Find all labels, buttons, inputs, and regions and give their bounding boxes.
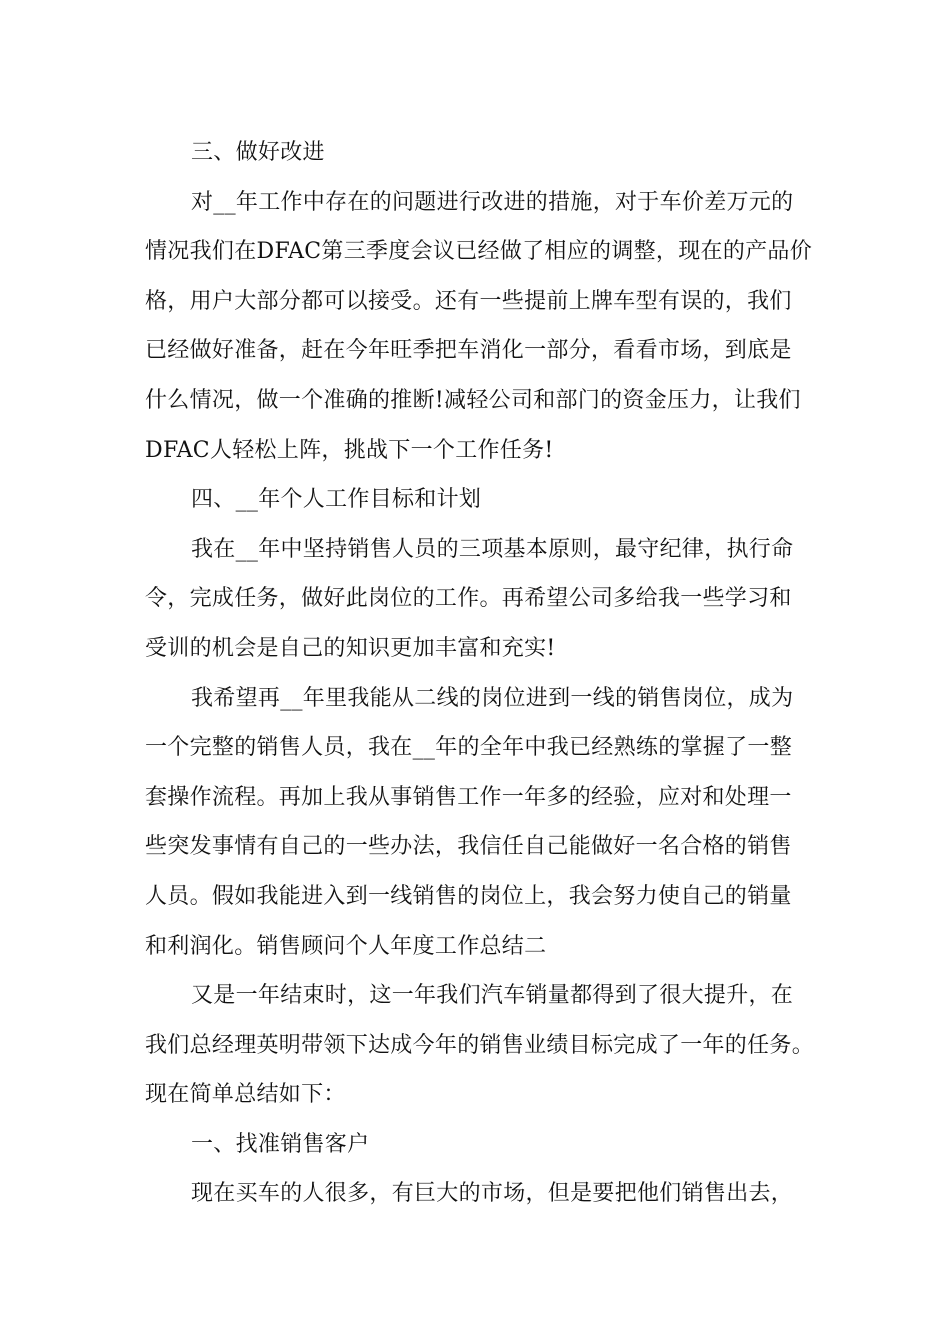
text-line: 受训的机会是自己的知识更加丰富和充实!: [145, 635, 556, 661]
text-line: 我们总经理英明带领下达成今年的销售业绩目标完成了一年的任务。: [145, 1032, 815, 1058]
text-line: 什么情况，做一个准确的推断!减轻公司和部门的资金压力，让我们: [145, 387, 801, 413]
text-line: 已经做好准备，赶在今年旺季把车消化一部分，看看市场，到底是: [145, 338, 792, 364]
text-line: 套操作流程。再加上我从事销售工作一年多的经验，应对和处理一: [145, 784, 792, 810]
text-line: 现在简单总结如下：: [145, 1082, 346, 1108]
text-line: 令，完成任务，做好此岗位的工作。再希望公司多给我一些学习和: [145, 586, 792, 612]
text-line: DFAC人轻松上阵，挑战下一个工作任务!: [145, 437, 554, 463]
paragraph-start-line: 一、找准销售客户: [191, 1131, 370, 1157]
text-line: 些突发事情有自己的一些办法，我信任自己能做好一名合格的销售: [145, 834, 792, 860]
paragraph-start-line: 我希望再__年里我能从二线的岗位进到一线的销售岗位，成为: [191, 685, 794, 711]
paragraph-start-line: 又是一年结束时，这一年我们汽车销量都得到了很大提升，在: [191, 983, 794, 1009]
paragraph-start-line: 对__年工作中存在的问题进行改进的措施，对于车价差万元的: [191, 189, 794, 215]
paragraph-start-line: 我在__年中坚持销售人员的三项基本原则，最守纪律，执行命: [191, 536, 794, 562]
paragraph-start-line: 四、__年个人工作目标和计划: [191, 487, 482, 513]
text-line: 一个完整的销售人员，我在__年的全年中我已经熟练的掌握了一整: [145, 735, 793, 761]
document-body: [145, 128, 815, 1219]
text-line: 情况我们在DFAC第三季度会议已经做了相应的调整，现在的产品价: [145, 239, 813, 265]
paragraph-start-line: 现在买车的人很多，有巨大的市场，但是要把他们销售出去，: [191, 1181, 794, 1207]
text-line: 和利润化。销售顾问个人年度工作总结二: [145, 933, 547, 959]
text-line: 格，用户大部分都可以接受。还有一些提前上牌车型有误的，我们: [145, 288, 792, 314]
text-line: 人员。假如我能进入到一线销售的岗位上，我会努力使自己的销量: [145, 883, 792, 909]
paragraph-start-line: 三、做好改进: [191, 140, 325, 165]
